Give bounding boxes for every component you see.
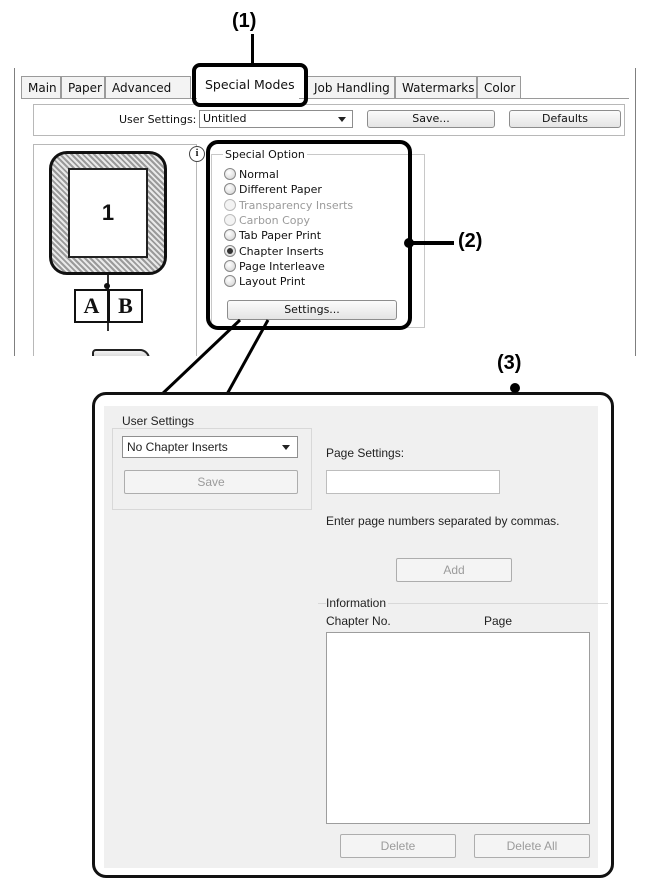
option-label: Carbon Copy [239,213,311,227]
chapter-user-settings-dropdown[interactable] [122,436,298,458]
save-button[interactable]: Save... [367,110,495,128]
defaults-button[interactable]: Defaults [509,110,621,128]
option-label: Layout Print [239,275,306,289]
special-option-title: Special Option [225,148,305,161]
info-icon[interactable]: i [189,146,205,162]
callout-1: (1) [232,10,257,32]
tab-job-handling[interactable]: Job Handling [307,76,395,98]
option-label: Normal [239,168,279,181]
information-title: Information [326,596,387,610]
option-label: Page Interleave [239,259,325,273]
callout-2: (2) [458,230,483,252]
chapter-user-settings-value: No Chapter Inserts [127,440,228,454]
book-icon: A B [74,285,142,323]
tab-watermarks[interactable]: Watermarks [395,76,477,98]
user-settings-value: Untitled [203,112,247,125]
tab-special-modes[interactable]: Special Modes [197,70,299,100]
chapter-save-button[interactable]: Save [124,470,298,494]
tab-paper[interactable]: Paper [61,76,105,98]
tab-main[interactable]: Main [21,76,61,98]
option-label: Transparency Inserts [239,198,354,212]
page-numbers-hint: Enter page numbers separated by commas. [326,514,560,528]
chevron-down-icon [282,445,290,450]
add-button[interactable]: Add [396,558,512,582]
column-chapter-no: Chapter No. [326,614,391,628]
option-label: Different Paper [239,183,322,197]
callout-3: (3) [497,352,522,374]
page-settings-label: Page Settings: [326,446,405,460]
tab-advanced[interactable]: Advanced [105,76,191,98]
user-settings-label: User Settings: [119,113,197,126]
chapter-list[interactable] [326,632,590,824]
option-label: Tab Paper Print [239,229,322,243]
settings-button[interactable]: Settings... [227,300,397,320]
tab-color[interactable]: Color [477,76,521,98]
delete-all-button[interactable]: Delete All [474,834,590,858]
option-label: Chapter Inserts [239,244,324,258]
user-settings-group-title: User Settings [122,414,195,428]
chapter-inserts-dialog [104,406,598,868]
column-page: Page [484,614,513,628]
preview-page-number: 1 [68,168,148,258]
page-settings-input[interactable] [326,470,500,494]
delete-button[interactable]: Delete [340,834,456,858]
